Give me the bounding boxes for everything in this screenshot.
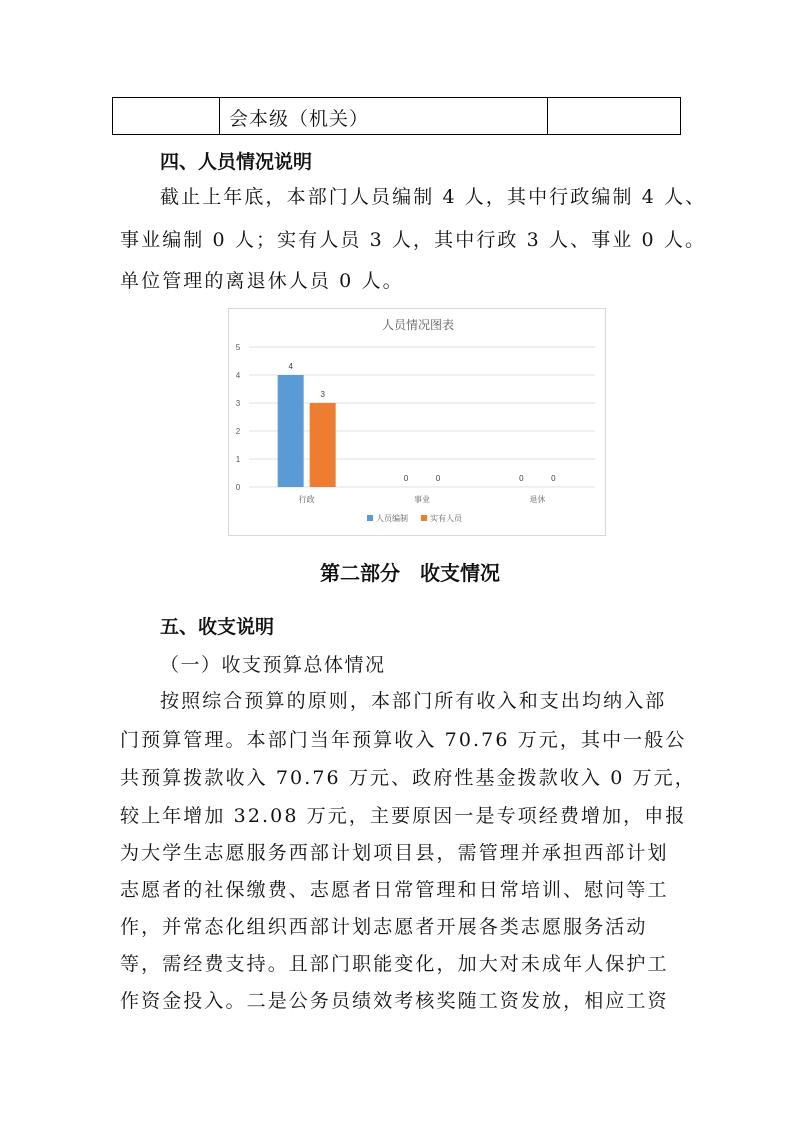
part-2-title: 第二部分 收支情况	[320, 561, 500, 585]
legend-label-2: 实有人员	[430, 514, 462, 523]
table-cell-text: 会本级（机关）	[229, 108, 370, 130]
legend-label-1: 人员编制	[376, 514, 408, 523]
section-5-subheading: （一）收支预算总体情况	[160, 654, 386, 676]
section-5-line-6: 志愿者的社保缴费、志愿者日常管理和日常培训、慰问等工	[120, 879, 669, 901]
bar-2-1	[310, 403, 336, 487]
y-tick-label-3: 3	[235, 399, 241, 408]
table-cell-org	[219, 98, 548, 134]
section-4-line-2: 事业编制 0 人；实有人员 3 人，其中行政 3 人、事业 0 人。	[120, 229, 707, 251]
section-5-line-2: 门预算管理。本部门当年预算收入 70.76 万元，其中一般公	[120, 729, 687, 751]
staff-chart-svg	[229, 309, 607, 537]
bar-1-1	[278, 375, 304, 487]
section-5-line-1: 按照综合预算的原则，本部门所有收入和支出均纳入部	[160, 690, 667, 712]
x-tick-label-2: 事业	[414, 495, 430, 504]
y-tick-label-2: 2	[235, 427, 241, 436]
section-5-line-5: 为大学生志愿服务西部计划项目县，需管理并承担西部计划	[120, 842, 669, 864]
data-label-2-2: 0	[435, 474, 441, 483]
table-cell-empty-left	[113, 98, 220, 134]
section-5-line-4: 较上年增加 32.08 万元，主要原因一是专项经费增加，申报	[120, 805, 687, 827]
y-tick-label-4: 4	[235, 371, 241, 380]
section-5-line-7: 作，并常态化组织西部计划志愿者开展各类志愿服务活动	[120, 916, 648, 938]
legend-swatch-1	[367, 515, 373, 521]
section-4-heading: 四、人员情况说明	[160, 151, 313, 173]
data-label-1-1: 4	[288, 362, 293, 371]
x-tick-label-3: 退休	[529, 495, 546, 504]
y-tick-label-0: 0	[235, 483, 241, 492]
x-tick-label-1: 行政	[298, 495, 315, 504]
section-5-heading: 五、收支说明	[160, 616, 275, 638]
data-label-2-3: 0	[551, 474, 556, 483]
data-label-1-2: 0	[403, 474, 409, 483]
y-tick-label-1: 1	[235, 455, 241, 464]
section-5-line-9: 作资金投入。二是公务员绩效考核奖随工资发放，相应工资	[120, 990, 669, 1012]
section-5-line-8: 等，需经费支持。且部门职能变化，加大对未成年人保护工	[120, 953, 669, 975]
data-label-1-3: 0	[519, 474, 524, 483]
budget-table-fragment	[112, 97, 681, 135]
section-4-line-3: 单位管理的离退休人员 0 人。	[120, 270, 404, 292]
chart-title: 人员情况图表	[381, 318, 455, 332]
staff-chart	[228, 308, 606, 536]
data-label-2-1: 3	[320, 390, 325, 399]
y-tick-label-5: 5	[235, 343, 241, 352]
section-4-line-1: 截止上年底，本部门人员编制 4 人，其中行政编制 4 人、	[160, 186, 707, 208]
legend-swatch-2	[421, 515, 427, 521]
section-5-line-3: 共预算拨款收入 70.76 万元、政府性基金拨款收入 0 万元，	[120, 767, 696, 789]
